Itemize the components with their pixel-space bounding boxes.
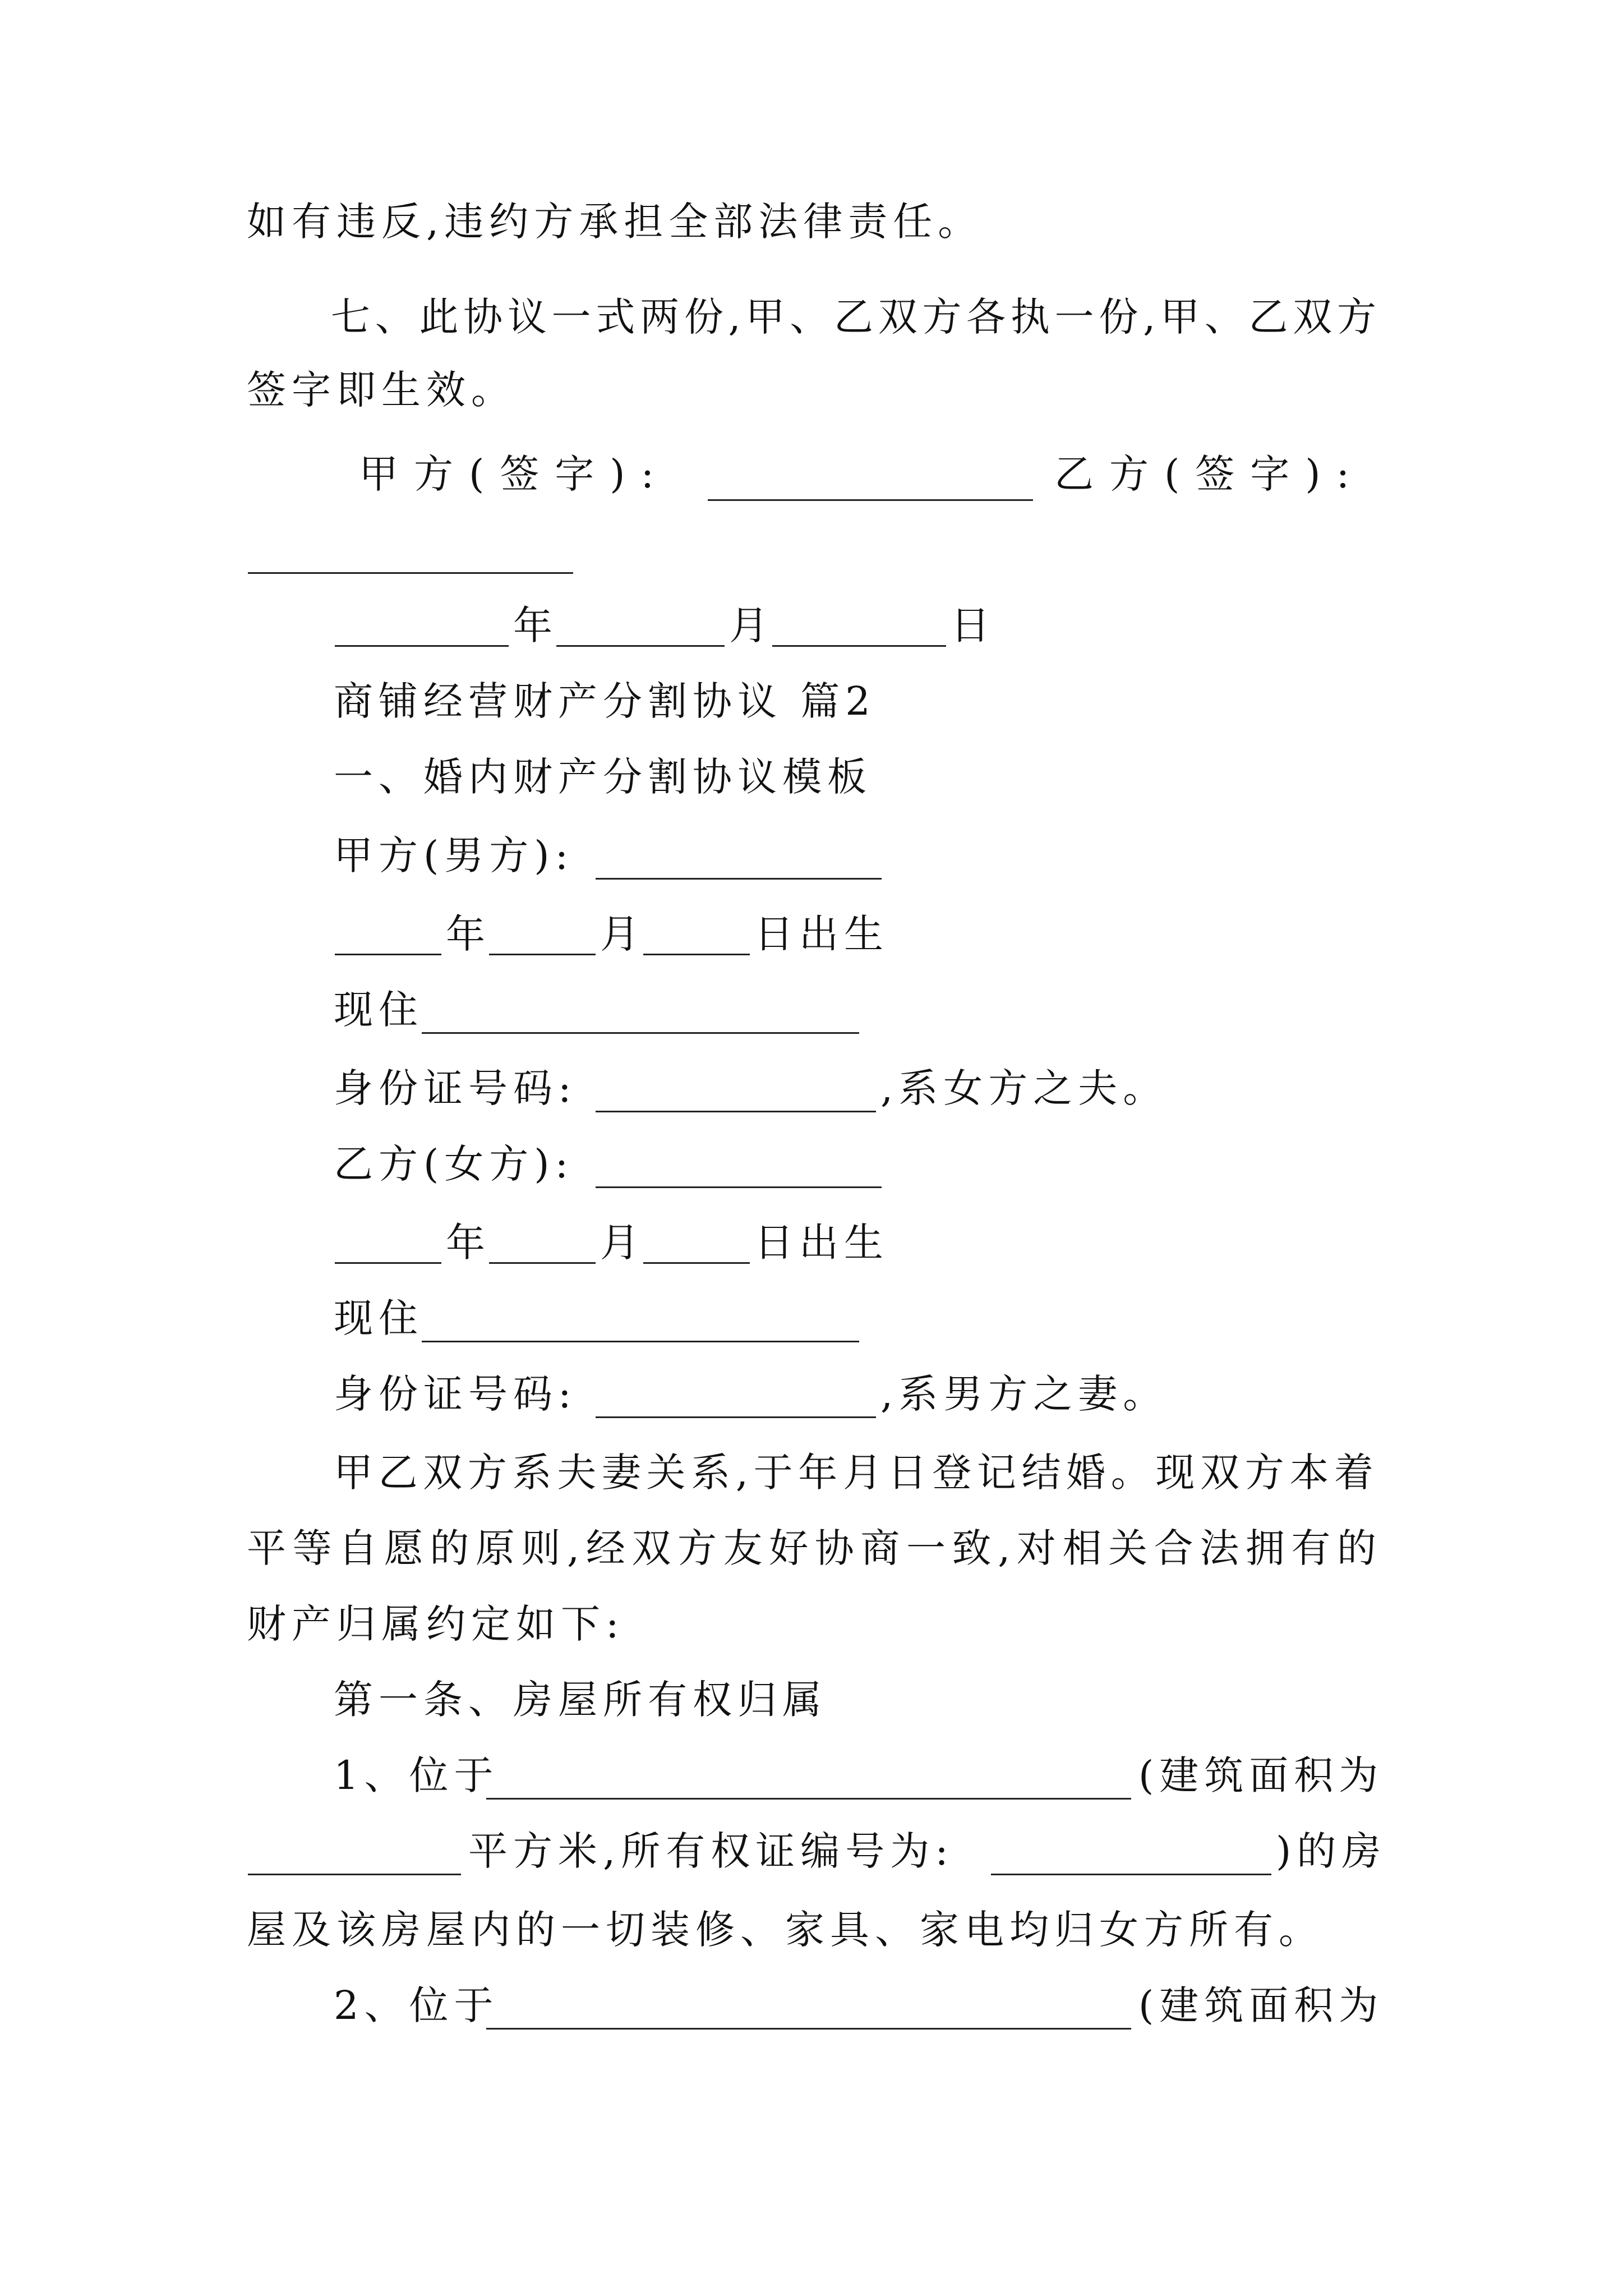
- husband-suffix: ,系女方之夫。: [880, 1065, 1168, 1111]
- signature-blank-b[interactable]: [248, 539, 573, 574]
- sqm-text: 平方米,所有权证编号为:: [468, 1828, 954, 1874]
- party-a-birth-month-blank[interactable]: [489, 920, 596, 955]
- item2-location-blank[interactable]: [486, 1994, 1131, 2030]
- area-label: (建筑面积为: [1138, 1752, 1384, 1798]
- article-heading: 商铺经营财产分割协议 篇2: [334, 678, 876, 724]
- sign-label-a: 甲方(签字):: [359, 451, 670, 497]
- house-suffix: )的房: [1276, 1828, 1387, 1874]
- party-b-birth-day-blank[interactable]: [643, 1228, 750, 1264]
- birth-day-label: 日出生: [754, 1220, 889, 1266]
- paragraph-line: 甲乙双方系夫妻关系,于年月日登记结婚。现双方本着: [334, 1450, 1377, 1496]
- party-a-name-blank[interactable]: [596, 844, 882, 880]
- party-a-birth-day-blank[interactable]: [643, 920, 750, 955]
- party-b-id-blank[interactable]: [596, 1383, 876, 1418]
- date-day-blank[interactable]: [772, 611, 946, 647]
- paragraph-line: 财产归属约定如下:: [247, 1601, 625, 1647]
- date-day-label: 日: [951, 602, 995, 648]
- section-title: 一、婚内财产分割协议模板: [334, 754, 872, 800]
- article-title: 第一条、房屋所有权归属: [334, 1677, 827, 1723]
- address-label: 现住: [334, 1295, 423, 1341]
- party-a-label: 甲方(男方):: [334, 832, 574, 878]
- paragraph-line: 平等自愿的原则,经双方友好协商一致,对相关合法拥有的: [247, 1525, 1380, 1571]
- area-label: (建筑面积为: [1138, 1982, 1384, 2028]
- party-a-address-blank[interactable]: [422, 999, 859, 1034]
- item2-prefix: 2、位于: [334, 1982, 499, 2028]
- party-b-birth-year-blank[interactable]: [335, 1228, 441, 1264]
- birth-month-label: 月: [600, 911, 645, 957]
- party-a-id-blank[interactable]: [596, 1077, 876, 1112]
- signature-blank-a[interactable]: [708, 466, 1033, 501]
- birth-month-label: 月: [600, 1220, 645, 1266]
- date-month-label: 月: [729, 602, 774, 648]
- text-line: 如有违反,违约方承担全部法律责任。: [247, 199, 983, 245]
- id-label: 身份证号码:: [334, 1371, 577, 1417]
- address-label: 现住: [334, 987, 423, 1033]
- sign-label-b: 乙方(签字):: [1054, 451, 1366, 497]
- id-label: 身份证号码:: [334, 1065, 577, 1111]
- party-b-birth-month-blank[interactable]: [489, 1228, 596, 1264]
- paragraph-line: 屋及该房屋内的一切装修、家具、家电均归女方所有。: [247, 1907, 1324, 1953]
- party-b-label: 乙方(女方):: [334, 1141, 574, 1187]
- item1-area-blank[interactable]: [248, 1840, 461, 1875]
- birth-year-label: 年: [446, 1220, 491, 1266]
- party-b-name-blank[interactable]: [596, 1153, 882, 1188]
- date-year-label: 年: [513, 602, 558, 648]
- party-b-address-blank[interactable]: [422, 1307, 859, 1342]
- item1-prefix: 1、位于: [334, 1752, 499, 1798]
- wife-suffix: ,系男方之妻。: [880, 1371, 1168, 1417]
- item1-cert-blank[interactable]: [991, 1840, 1271, 1875]
- text-line: 七、此协议一式两份,甲、乙双方各执一份,甲、乙双方: [331, 294, 1380, 340]
- text-line: 签字即生效。: [247, 367, 516, 413]
- party-a-birth-year-blank[interactable]: [335, 920, 441, 955]
- date-year-blank[interactable]: [335, 611, 509, 647]
- birth-year-label: 年: [446, 911, 491, 957]
- birth-day-label: 日出生: [754, 911, 889, 957]
- item1-location-blank[interactable]: [486, 1764, 1131, 1800]
- date-month-blank[interactable]: [556, 611, 725, 647]
